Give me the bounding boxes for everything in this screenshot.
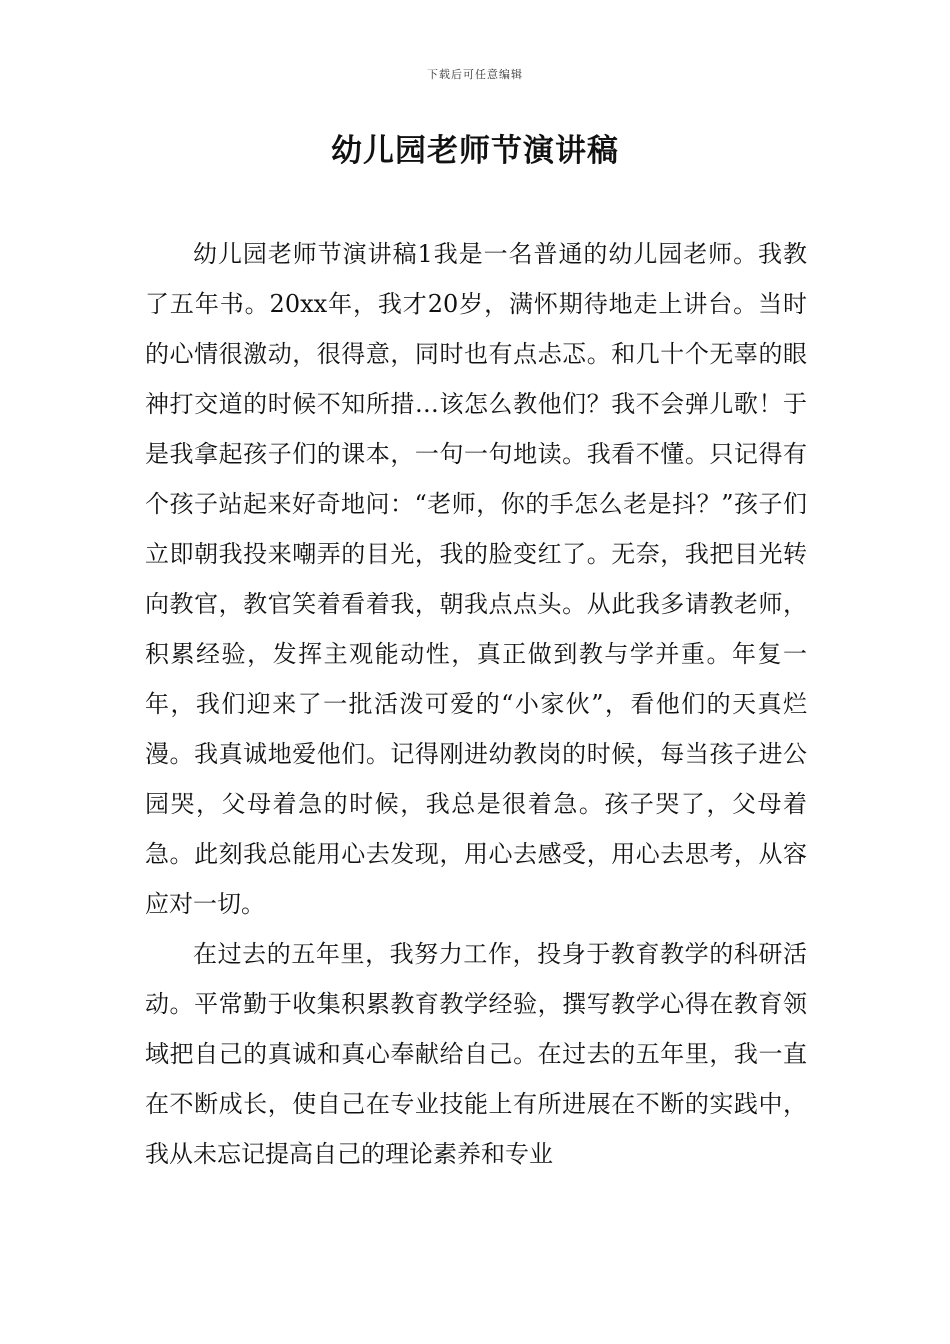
paragraph-1: 幼儿园老师节演讲稿1我是一名普通的幼儿园老师。我教了五年书。20xx年，我才20岁，满怀期待地走上讲台。当时的心情很激动，很得意，同时也有点忐忑。和几十个无辜的眼神打交道的时候不知所措…该怎么教他们？我不会弹儿歌！于是我拿起孩子们的课本，一句一句地读。我看不懂。只记得有个孩子站起来好奇地问：“老师，你的手怎么老是抖？”孩子们立即朝我投来嘲弄的目光，我的脸变红了。无奈，我把目光转向教官，教官笑着看着我，朝我点点头。从此我多请教老师，积累经验，发挥主观能动性，真正做到教与学并重。年复一年，我们迎来了一批活泼可爱的“小家伙”，看他们的天真烂漫。我真诚地爱他们。记得刚进幼教岗的时候，每当孩子进公园哭，父母着急的时候，我总是很着急。孩子哭了，父母着急。此刻我总能用心去发现，用心去感受，用心去思考，从容应对一切。: [145, 240, 807, 918]
header-note: 下载后可任意编辑: [427, 68, 523, 81]
document-body: [145, 229, 807, 1179]
document-title: 幼儿园老师节演讲稿: [331, 133, 619, 169]
paragraph-2: 在过去的五年里，我努力工作，投身于教育教学的科研活动。平常勤于收集积累教育教学经验，撰写教学心得在教育领域把自己的真诚和真心奉献给自己。在过去的五年里，我一直在不断成长，使自己在专业技能上有所进展在不断的实践中，我从未忘记提高自己的理论素养和专业: [145, 940, 807, 1168]
